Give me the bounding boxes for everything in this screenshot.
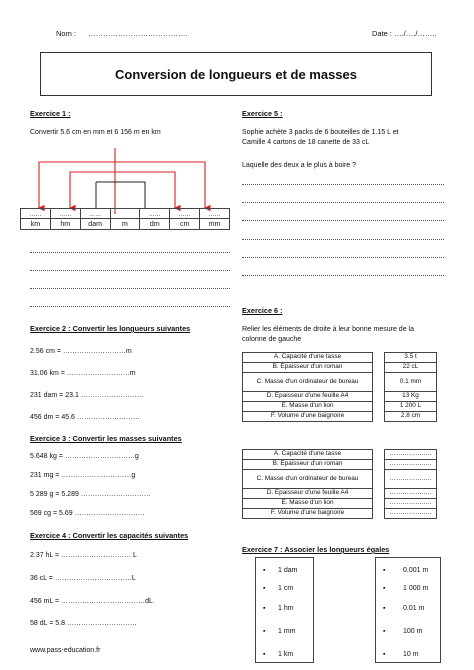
footer-url: www.pass-education.fr bbox=[30, 647, 101, 654]
match-answer[interactable]: ……………….. bbox=[385, 460, 437, 470]
ex7-left-item[interactable]: 1 mm bbox=[278, 628, 296, 635]
unit-dm: dm bbox=[140, 219, 170, 230]
bullet-icon: ▪ bbox=[263, 628, 266, 635]
ex6-title: Exercice 6 : bbox=[242, 306, 283, 315]
ex7-left-box bbox=[255, 557, 314, 663]
ex1-title: Exercice 1 : bbox=[30, 109, 71, 118]
ex7-left-item[interactable]: 1 km bbox=[278, 651, 294, 658]
ex2-title: Exercice 2 : Convertir les longueurs suivantes bbox=[30, 324, 191, 333]
unit-mm: mm bbox=[200, 219, 230, 230]
match-item: F. Volume d'une baignoire bbox=[243, 509, 373, 519]
ex7-right-item[interactable]: 0.01 m bbox=[403, 605, 425, 612]
bullet-icon: ▪ bbox=[383, 567, 386, 574]
ex4-title: Exercice 4 : Convertir les capacités suivantes bbox=[30, 531, 189, 540]
match-item: B. Epaisseur d'un roman bbox=[243, 363, 373, 373]
match-item: E. Masse d'un lion bbox=[243, 499, 373, 509]
ex5-title: Exercice 5 : bbox=[242, 109, 283, 118]
ex3-item[interactable]: 569 cg = 5.69 ………………………… bbox=[30, 510, 145, 517]
ex3-item[interactable]: 5 289 g = 5.289 ………………………… bbox=[30, 491, 151, 498]
unit-dam: dam bbox=[80, 219, 110, 230]
match-value: 2.8 cm bbox=[385, 412, 437, 422]
match-answer[interactable]: ……………….. bbox=[385, 489, 437, 499]
answer-line[interactable] bbox=[242, 202, 444, 203]
ex3-item[interactable]: 5.648 kg = …………………………g bbox=[30, 453, 139, 460]
match-value: 22 cL bbox=[385, 363, 437, 373]
bullet-icon: ▪ bbox=[263, 585, 266, 592]
ex7-right-item[interactable]: 10 m bbox=[403, 651, 419, 658]
unit-cell-dm-dots[interactable]: …… bbox=[140, 209, 170, 219]
match-item: A. Capacité d'une tasse bbox=[243, 450, 373, 460]
unit-hm: hm bbox=[50, 219, 80, 230]
ex7-right-item[interactable]: 1 000 m bbox=[403, 585, 429, 592]
answer-line[interactable] bbox=[242, 220, 444, 221]
bullet-icon: ▪ bbox=[263, 651, 266, 658]
answer-line[interactable] bbox=[30, 306, 230, 307]
match-item: D. Epaisseur d'une feuille A4 bbox=[243, 489, 373, 499]
unit-cell-cm-dots[interactable]: …… bbox=[170, 209, 200, 219]
unit-cell-m-dots[interactable] bbox=[110, 209, 140, 219]
answer-line[interactable] bbox=[30, 288, 230, 289]
ex3-title: Exercice 3 : Convertir les masses suivantes bbox=[30, 434, 182, 443]
ex7-right-box bbox=[375, 557, 441, 663]
name-field[interactable]: …………………………………. bbox=[88, 29, 188, 38]
ex7-left-item[interactable]: 1 hm bbox=[278, 605, 294, 612]
match-item: D. Epaisseur d'une feuille A4 bbox=[243, 392, 373, 402]
ex6-text-line1: Relier les éléments de droite à leur bonne mesure de la bbox=[242, 326, 414, 333]
match-answer[interactable]: ……………….. bbox=[385, 509, 437, 519]
unit-km: km bbox=[21, 219, 51, 230]
ex5-text-line2: Camille 4 cartons de 18 canette de 33 cL bbox=[242, 139, 370, 146]
unit-cell-dam-dots[interactable]: …… bbox=[80, 209, 110, 219]
answer-line[interactable] bbox=[30, 252, 230, 253]
match-answer[interactable]: ……………….. bbox=[385, 499, 437, 509]
match-value: 1 200 L bbox=[385, 402, 437, 412]
unit-cm: cm bbox=[170, 219, 200, 230]
page-title: Conversion de longueurs et de masses bbox=[40, 52, 432, 96]
bullet-icon: ▪ bbox=[383, 585, 386, 592]
unit-cell-km-dots[interactable]: …… bbox=[21, 209, 51, 219]
ex2-item[interactable]: 2.56 cm = ………………………m bbox=[30, 348, 132, 355]
ex4-item[interactable]: 36 cL = ……………………………L bbox=[30, 575, 136, 582]
unit-cell-hm-dots[interactable]: …… bbox=[50, 209, 80, 219]
match-value: 3.5 t bbox=[385, 353, 437, 363]
ex4-item[interactable]: 58 dL = 5.8 ………………………… bbox=[30, 620, 137, 627]
bullet-icon: ▪ bbox=[383, 651, 386, 658]
ex7-left-item[interactable]: 1 cm bbox=[278, 585, 294, 592]
matching-table-2 bbox=[242, 449, 437, 519]
ex5-question: Laquelle des deux a le plus à boire ? bbox=[242, 162, 357, 169]
answer-line[interactable] bbox=[30, 270, 230, 271]
ex7-left-item[interactable]: 1 dam bbox=[278, 567, 298, 574]
name-label: Nom : bbox=[56, 29, 77, 38]
matching-table-1 bbox=[242, 352, 437, 422]
ex7-right-item[interactable]: 100 m bbox=[403, 628, 423, 635]
date-field[interactable]: Date : …./…./…….. bbox=[372, 29, 437, 38]
match-answer[interactable]: ……………….. bbox=[385, 450, 437, 460]
ex4-item[interactable]: 456 mL = ………………………………dL bbox=[30, 598, 153, 605]
ex5-text-line1: Sophie achète 3 packs de 6 bouteilles de 1.15 L et bbox=[242, 129, 399, 136]
ex2-item[interactable]: 456 dm = 45.6 ……………………… bbox=[30, 414, 140, 421]
bullet-icon: ▪ bbox=[263, 605, 266, 612]
match-item: E. Masse d'un lion bbox=[243, 402, 373, 412]
match-item: A. Capacité d'une tasse bbox=[243, 353, 373, 363]
ex4-item[interactable]: 2.37 hL = ………………………… L bbox=[30, 552, 137, 559]
match-value: 13 Kg bbox=[385, 392, 437, 402]
unit-m: m bbox=[110, 219, 140, 230]
ex2-item[interactable]: 231 dam = 23.1 ……………………… bbox=[30, 392, 144, 399]
answer-line[interactable] bbox=[242, 257, 444, 258]
bullet-icon: ▪ bbox=[383, 605, 386, 612]
bullet-icon: ▪ bbox=[263, 567, 266, 574]
unit-table bbox=[20, 208, 230, 230]
ex7-right-item[interactable]: 0.001 m bbox=[403, 567, 429, 574]
match-answer[interactable]: ……………….. bbox=[385, 470, 437, 489]
ex3-item[interactable]: 231 mg = …………………………g bbox=[30, 472, 136, 479]
unit-cell-mm-dots[interactable]: …… bbox=[200, 209, 230, 219]
answer-line[interactable] bbox=[242, 184, 444, 185]
bullet-icon: ▪ bbox=[383, 628, 386, 635]
answer-line[interactable] bbox=[242, 275, 444, 276]
match-item: C. Masse d'un ordinateur de bureau bbox=[243, 470, 373, 489]
ex6-text-line2: colonne de gauche bbox=[242, 336, 302, 343]
match-item: F. Volume d'une baignoire bbox=[243, 412, 373, 422]
answer-line[interactable] bbox=[242, 239, 444, 240]
match-value: 0.1 mm bbox=[385, 373, 437, 392]
match-item: C. Masse d'un ordinateur de bureau bbox=[243, 373, 373, 392]
ex7-title: Exercice 7 : Associer les longueurs égales bbox=[242, 545, 390, 554]
ex1-instruction: Convertir 5.6 cm en mm et 6 156 m en km bbox=[30, 129, 161, 136]
match-item: B. Epaisseur d'un roman bbox=[243, 460, 373, 470]
ex2-item[interactable]: 31.06 km = ………………………m bbox=[30, 370, 136, 377]
